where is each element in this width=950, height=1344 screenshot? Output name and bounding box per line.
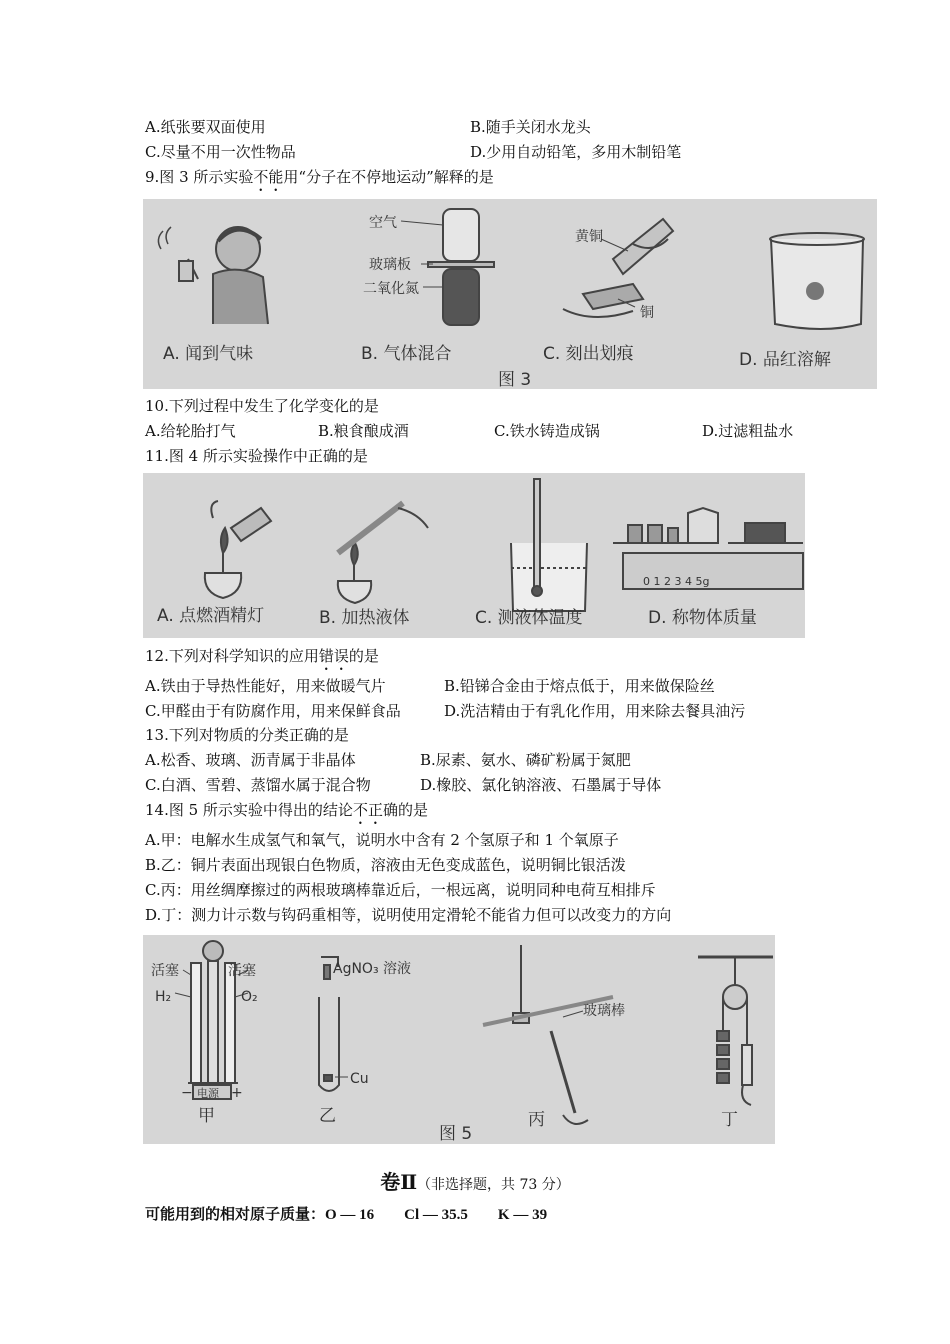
q13-option-d: D.橡胶、氯化钠溶液、石墨属于导体 (420, 776, 662, 794)
test-tube-illustration (319, 957, 348, 1091)
q9-stem (145, 167, 494, 195)
beaker-dissolving-illustration (770, 233, 864, 329)
panel-jia: 甲 (198, 1106, 215, 1126)
label-h2: H₂ (155, 989, 172, 1005)
q8-option-b: B.随手关闭水龙头 (470, 118, 591, 136)
part2-subtitle: （非选择题，共 73 分） (417, 1177, 570, 1193)
panel-bing: 丙 (528, 1110, 545, 1130)
q12-stem-emphasis: 错误 (318, 647, 349, 665)
part2-title: 卷Ⅱ (380, 1170, 418, 1194)
q12-option-d: D.洗洁精由于有乳化作用，用来除去餐具油污 (444, 702, 746, 720)
label-air: 空气 (369, 215, 397, 231)
label-glass-plate: 玻璃板 (369, 257, 411, 273)
q12-option-a: A.铁由于导热性能好，用来做暖气片 (145, 677, 386, 695)
q12-stem (145, 646, 379, 674)
q8-option-a: A.纸张要双面使用 (145, 118, 266, 136)
q11-stem: 11.图 4 所示实验操作中正确的是 (145, 447, 368, 465)
fig4-option-a: A. 点燃酒精灯 (157, 606, 265, 626)
q9-stem-post: 用“分子在不停地运动”解释的是 (283, 168, 494, 186)
figure-4 (143, 473, 805, 638)
label-valve-left: 活塞 (151, 963, 179, 979)
panel-yi: 乙 (319, 1106, 336, 1126)
figure-5 (143, 935, 775, 1144)
q10-option-c: C.铁水铸造成锅 (494, 422, 600, 440)
q14-stem-post: 确的是 (382, 801, 428, 819)
label-power: 电源 (197, 1087, 219, 1100)
boy-smelling-illustration (158, 227, 268, 324)
label-glass-rod: 玻璃棒 (583, 1003, 625, 1019)
q10-option-b: B.粮食酿成酒 (318, 422, 409, 440)
label-plus: + (231, 1085, 243, 1101)
q13-option-b: B.尿素、氨水、磷矿粉属于氮肥 (420, 751, 631, 769)
gas-mixing-illustration (401, 209, 494, 325)
fig3-caption: 图 3 (498, 370, 532, 389)
heating-liquid-illustration (338, 503, 428, 603)
q10-stem: 10.下列过程中发生了化学变化的是 (145, 397, 379, 415)
label-copper: 铜 (640, 305, 654, 321)
q14-stem (145, 800, 428, 828)
q12-stem-pre: 12.下列对科学知识的应用 (145, 647, 319, 665)
q14-option-a: A.甲：电解水生成氢气和氧气，说明水中含有 2 个氢原子和 1 个氧原子 (145, 831, 619, 849)
atomic-masses: 可能用到的相对原子质量：O — 16 Cl — 35.5 K — 39 (145, 1207, 548, 1223)
q13-option-a: A.松香、玻璃、沥青属于非晶体 (145, 751, 356, 769)
panel-ding: 丁 (721, 1110, 738, 1130)
q14-stem-emphasis: 不正 (352, 801, 383, 819)
q9-stem-pre: 9.图 3 所示实验 (145, 168, 254, 186)
fig4-option-b: B. 加热液体 (319, 608, 410, 628)
q12-option-b: B.铅锑合金由于熔点低于，用来做保险丝 (444, 677, 715, 695)
thermometer-beaker-illustration (511, 479, 587, 611)
label-valve-right: 活塞 (228, 963, 256, 979)
fig4-option-c: C. 测液体温度 (475, 608, 583, 628)
balance-scale-ticks: 0 1 2 3 4 5g (643, 575, 710, 588)
q8-option-c: C.尽量不用一次性物品 (145, 143, 296, 161)
label-agno3: AgNO₃ 溶液 (333, 961, 412, 977)
q14-stem-pre: 14.图 5 所示实验中得出的结论 (145, 801, 353, 819)
part2-heading (0, 1166, 950, 1195)
label-no2: 二氧化氮 (363, 281, 419, 297)
label-cu: Cu (350, 1071, 369, 1087)
q10-option-a: A.给轮胎打气 (145, 422, 236, 440)
q10-option-d: D.过滤粗盐水 (702, 422, 794, 440)
q14-option-c: C.丙：用丝绸摩擦过的两根玻璃棒靠近后，一根远离，说明同种电荷互相排斥 (145, 881, 656, 899)
alcohol-lamp-lighting-illustration (205, 501, 271, 598)
label-brass: 黄铜 (575, 229, 603, 245)
q12-stem-post: 的是 (348, 647, 379, 665)
fig3-option-a: A. 闻到气味 (163, 344, 254, 364)
q13-stem: 13.下列对物质的分类正确的是 (145, 726, 349, 744)
fig3-option-b: B. 气体混合 (361, 344, 452, 364)
fig4-option-d: D. 称物体质量 (648, 608, 757, 628)
glass-rods-illustration (483, 945, 613, 1124)
q8-option-d: D.少用自动铅笔，多用木制铅笔 (470, 143, 682, 161)
q13-option-c: C.白酒、雪碧、蒸馏水属于混合物 (145, 776, 371, 794)
fig3-option-d: D. 品红溶解 (739, 350, 831, 370)
label-o2: O₂ (241, 989, 258, 1005)
fixed-pulley-illustration (698, 957, 773, 1105)
fig3-option-c: C. 刻出划痕 (543, 344, 634, 364)
q14-option-d: D.丁：测力计示数与钩码重相等，说明使用定滑轮不能省力但可以改变力的方向 (145, 906, 672, 924)
q9-stem-emphasis: 不能 (253, 168, 284, 186)
fig5-caption: 图 5 (439, 1124, 473, 1144)
q14-option-b: B.乙：铜片表面出现银白色物质，溶液由无色变成蓝色，说明铜比银活泼 (145, 856, 626, 874)
label-minus: − (181, 1085, 193, 1101)
figure-3 (143, 199, 877, 389)
q12-option-c: C.甲醛由于有防腐作用，用来保鲜食品 (145, 702, 401, 720)
